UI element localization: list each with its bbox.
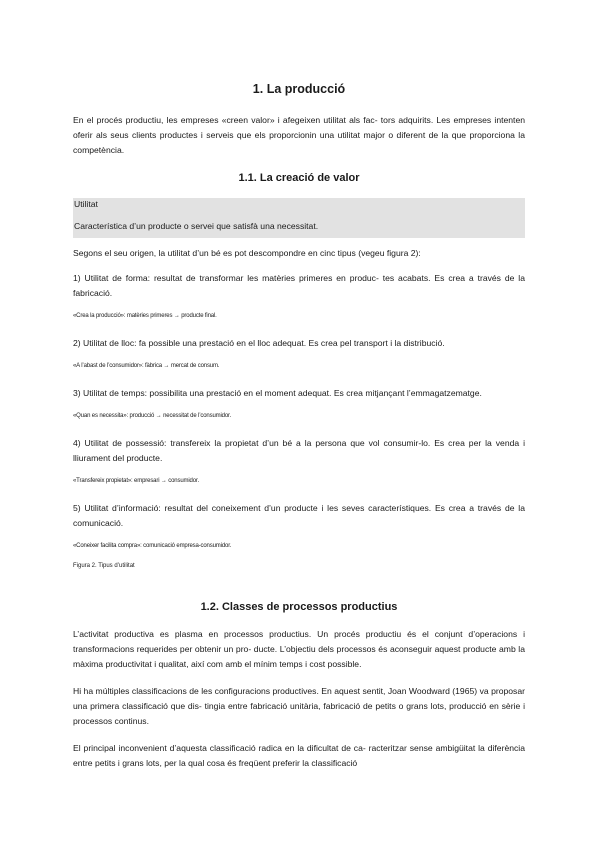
utility-item-form: 1) Utilitat de forma: resultat de transformar les matèries primeres en produc- tes acabats. Es crea a través de la fabricació. [73,273,525,298]
figure-caption: Figura 2. Tipus d’utilitat [73,563,135,569]
utility-lead: Segons el seu origen, la utilitat d’un bé es pot descompondre en cinc tipus (vegeu figura 2): [73,248,421,258]
utility-example-form: «Crea la producció»: matèries primeres → producte final. [73,313,217,319]
utility-example-information: «Coneixer facilita compra»: comunicació empresa-consumidor. [73,543,232,549]
callout-body: Característica d’un producte o servei que satisfà una necessitat. [74,221,319,231]
section-2-title: 1.2. Classes de processos productius [200,601,398,613]
section-2-paragraph: Hi ha múltiples classificacions de les configuracions productives. En aquest sentit, Joan Woodward (1965) va proposar una primera classificació que dis- tingia entre fabricació unitària, fabricació de petits o grans lots, producció en sèrie i processos continus. [73,686,525,726]
section-2-paragraph: L’activitat productiva es plasma en processos productius. Un procés productiu és el conjunt d’operacions i transformacions requerides per obtenir un pro- ducte. L’objectiu dels processos és aconseguir aquest producte amb la màxima productivitat i qualitat, així com amb el mínim temps i cost possible. [73,629,525,669]
chapter-intro: En el procés productiu, les empreses «creen valor» i afegeixen utilitat als fac- tors adquirits. Les empreses intenten oferir als seus clients productes i serveis que els proporcionin una utilitat major o diferent de la que proporciona la competència. [73,115,525,155]
utility-example-place: «A l’abast de l’consumidor»: fàbrica → mercat de consum. [73,363,220,369]
utility-example-possession: «Transfereix propietat»: empresari → consumidor. [73,478,199,484]
section-1-title: 1.1. La creació de valor [238,172,360,184]
utility-item-place: 2) Utilitat de lloc: fa possible una prestació en el lloc adequat. Es crea pel transport i la distribució. [73,338,445,348]
chapter-title: 1. La producció [252,82,346,96]
utility-item-time: 3) Utilitat de temps: possibilita una prestació en el moment adequat. Es crea mitjançant l’emmagatzematge. [73,388,482,398]
callout-title: Utilitat [74,199,98,209]
page-content [73,82,525,783]
definition-callout [73,198,525,238]
utility-item-information: 5) Utilitat d’informació: resultat del coneixement d’un producte i les seves característiques. Es crea a través de la comunicació. [73,503,525,528]
utility-example-time: «Quan es necessita»: producció → necessitat de l’consumidor. [73,413,232,419]
utility-item-possession: 4) Utilitat de possessió: transfereix la propietat d’un bé a la persona que vol consumir-lo. Es crea per la venda i lliurament del producte. [73,438,525,463]
section-2-paragraph: El principal inconvenient d’aquesta classificació radica en la dificultat de ca- racteritzar sense ambigüitat la diferència entre petits i grans lots, per la qual cosa és freqüent preferir la classificació [73,743,525,768]
